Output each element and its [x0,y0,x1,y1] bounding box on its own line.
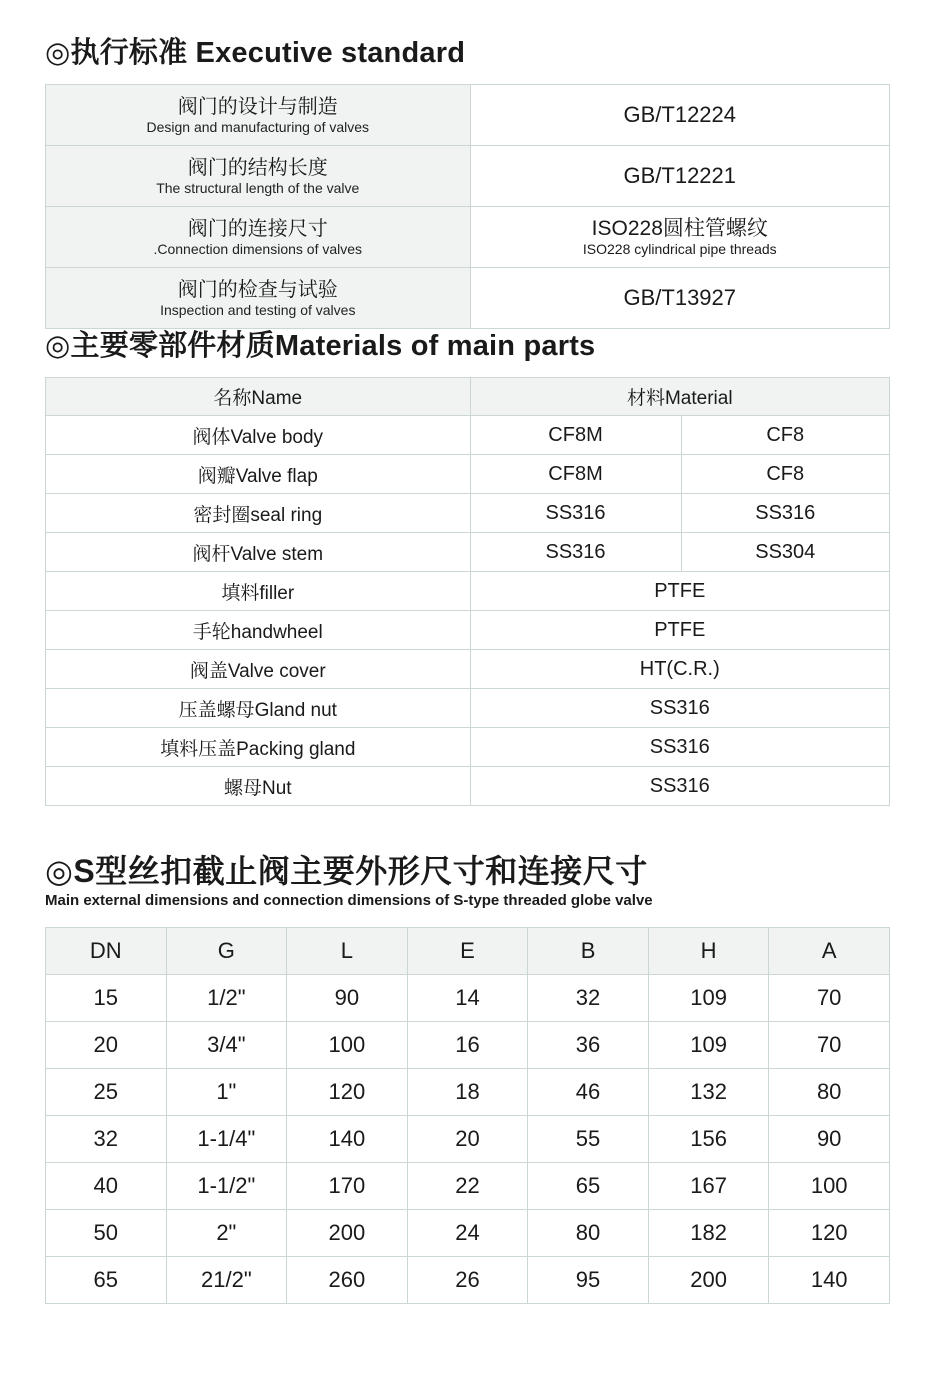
table-row [46,207,890,268]
dimensions-table [45,927,890,1304]
dimensions-cell: 80 [769,1069,890,1116]
dimensions-cell: 50 [46,1210,167,1257]
dimensions-cell: 1-1/4" [166,1116,287,1163]
dimensions-row [46,1022,890,1069]
executive-standard-title: ◎执行标准 Executive standard [45,37,466,69]
material-value-cell: SS316 [681,494,889,533]
dimensions-cell: 18 [407,1069,528,1116]
materials-name-header-cell: 名称Name [46,378,471,416]
materials-row [46,416,890,455]
dimensions-cell: 90 [769,1116,890,1163]
dimensions-cell: 70 [769,1022,890,1069]
material-name-cell: 阀盖Valve cover [46,650,471,689]
standard-name-en: Design and manufacturing of valves [146,118,370,135]
material-name-cell: 填料压盖Packing gland [46,728,471,767]
dimensions-cell: 24 [407,1210,528,1257]
standard-name-zh: 阀门的检查与试验 [177,278,338,301]
dimensions-cell: 1" [166,1069,287,1116]
material-name-cell: 压盖螺母Gland nut [46,689,471,728]
dimensions-row [46,975,890,1022]
dimensions-cell: 25 [46,1069,167,1116]
section-dimensions [45,853,890,1304]
dimensions-cell: 20 [407,1116,528,1163]
dimensions-cell: 80 [528,1210,649,1257]
section-executive-standard [45,36,890,329]
dimensions-cell: 156 [648,1116,769,1163]
dimensions-header-cell: A [769,928,890,975]
dimensions-cell: 32 [528,975,649,1022]
standard-name-en: Inspection and testing of valves [160,301,356,318]
material-value-cell: HT(C.R.) [470,650,889,689]
dimensions-cell: 46 [528,1069,649,1116]
dimensions-row [46,1163,890,1210]
standard-value: GB/T12221 [623,163,737,188]
standard-name-zh: 阀门的连接尺寸 [187,217,328,240]
dimensions-cell: 14 [407,975,528,1022]
material-value-cell: CF8 [681,416,889,455]
dimensions-subtitle: Main external dimensions and connection dimensions of S-type threaded globe valve [45,892,653,909]
dimensions-header-cell: L [287,928,408,975]
dimensions-cell: 109 [648,975,769,1022]
materials-table [45,377,890,806]
material-name-cell: 阀杆Valve stem [46,533,471,572]
standard-name-en: .Connection dimensions of valves [153,240,363,257]
materials-row [46,767,890,806]
materials-title: ◎主要零部件材质Materials of main parts [45,330,596,362]
dimensions-cell: 100 [287,1022,408,1069]
dimensions-cell: 2" [166,1210,287,1257]
standard-name-cell [46,207,471,268]
materials-row [46,650,890,689]
dimensions-cell: 200 [648,1257,769,1304]
dimensions-cell: 132 [648,1069,769,1116]
material-value-cell: SS316 [470,494,681,533]
dimensions-header-cell: H [648,928,769,975]
dimensions-cell: 200 [287,1210,408,1257]
dimensions-cell: 55 [528,1116,649,1163]
material-value-cell: SS316 [470,533,681,572]
dimensions-cell: 26 [407,1257,528,1304]
materials-material-header-cell: 材料Material [470,378,889,416]
table-row [46,85,890,146]
material-value-cell: CF8M [470,416,681,455]
materials-row [46,533,890,572]
material-value-cell: SS316 [470,728,889,767]
standard-name-en: The structural length of the valve [156,179,360,196]
material-name-cell: 阀瓣Valve flap [46,455,471,494]
dimensions-row [46,1210,890,1257]
dimensions-cell: 140 [287,1116,408,1163]
dimensions-cell: 1/2" [166,975,287,1022]
material-name-cell: 填料filler [46,572,471,611]
material-name-cell: 螺母Nut [46,767,471,806]
material-value-cell: CF8 [681,455,889,494]
dimensions-cell: 3/4" [166,1022,287,1069]
material-name-cell: 阀体Valve body [46,416,471,455]
material-name-cell: 手轮handwheel [46,611,471,650]
table-row [46,268,890,329]
dimensions-header-cell: B [528,928,649,975]
standard-name-cell [46,146,471,207]
dimensions-heading [45,853,890,910]
dimensions-cell: 1-1/2" [166,1163,287,1210]
dimensions-cell: 40 [46,1163,167,1210]
executive-standard-table [45,84,890,329]
dimensions-cell: 65 [528,1163,649,1210]
standard-value: ISO228圆柱管螺纹 [591,217,768,240]
standard-value-sub: ISO228 cylindrical pipe threads [582,241,777,257]
dimensions-cell: 260 [287,1257,408,1304]
standard-name-zh: 阀门的设计与制造 [177,95,338,118]
dimensions-cell: 140 [769,1257,890,1304]
standard-name-cell [46,85,471,146]
material-value-cell: CF8M [470,455,681,494]
dimensions-cell: 15 [46,975,167,1022]
material-value-cell: PTFE [470,611,889,650]
materials-row [46,728,890,767]
dimensions-cell: 70 [769,975,890,1022]
dimensions-header-cell: G [166,928,287,975]
standard-value-cell [470,146,889,207]
dimensions-cell: 65 [46,1257,167,1304]
dimensions-cell: 16 [407,1022,528,1069]
standard-name-cell [46,268,471,329]
dimensions-cell: 120 [769,1210,890,1257]
standard-value-cell [470,85,889,146]
materials-row [46,611,890,650]
dimensions-cell: 22 [407,1163,528,1210]
materials-row [46,572,890,611]
dimensions-cell: 120 [287,1069,408,1116]
dimensions-cell: 90 [287,975,408,1022]
dimensions-header-cell: E [407,928,528,975]
standard-name-zh: 阀门的结构长度 [187,156,328,179]
material-name-cell: 密封圈seal ring [46,494,471,533]
dimensions-cell: 21/2" [166,1257,287,1304]
material-value-cell: SS316 [470,689,889,728]
standard-value-cell [470,207,889,268]
dimensions-row [46,1257,890,1304]
dimensions-row [46,1116,890,1163]
dimensions-cell: 167 [648,1163,769,1210]
dimensions-title: ◎S型丝扣截止阀主要外形尺寸和连接尺寸 [45,853,648,889]
dimensions-cell: 100 [769,1163,890,1210]
materials-header-row [46,378,890,416]
material-value-cell: SS316 [470,767,889,806]
dimensions-cell: 182 [648,1210,769,1257]
dimensions-cell: 95 [528,1257,649,1304]
standard-value: GB/T13927 [623,285,737,310]
section-materials [45,329,890,806]
materials-row [46,455,890,494]
dimensions-row [46,1069,890,1116]
table-row [46,146,890,207]
dimensions-cell: 20 [46,1022,167,1069]
materials-row [46,494,890,533]
material-value-cell: SS304 [681,533,889,572]
dimensions-header-row [46,928,890,975]
dimensions-cell: 170 [287,1163,408,1210]
dimensions-header-cell: DN [46,928,167,975]
dimensions-cell: 36 [528,1022,649,1069]
material-value-cell: PTFE [470,572,889,611]
materials-row [46,689,890,728]
dimensions-cell: 32 [46,1116,167,1163]
standard-value-cell [470,268,889,329]
standard-value: GB/T12224 [623,102,737,127]
dimensions-cell: 109 [648,1022,769,1069]
